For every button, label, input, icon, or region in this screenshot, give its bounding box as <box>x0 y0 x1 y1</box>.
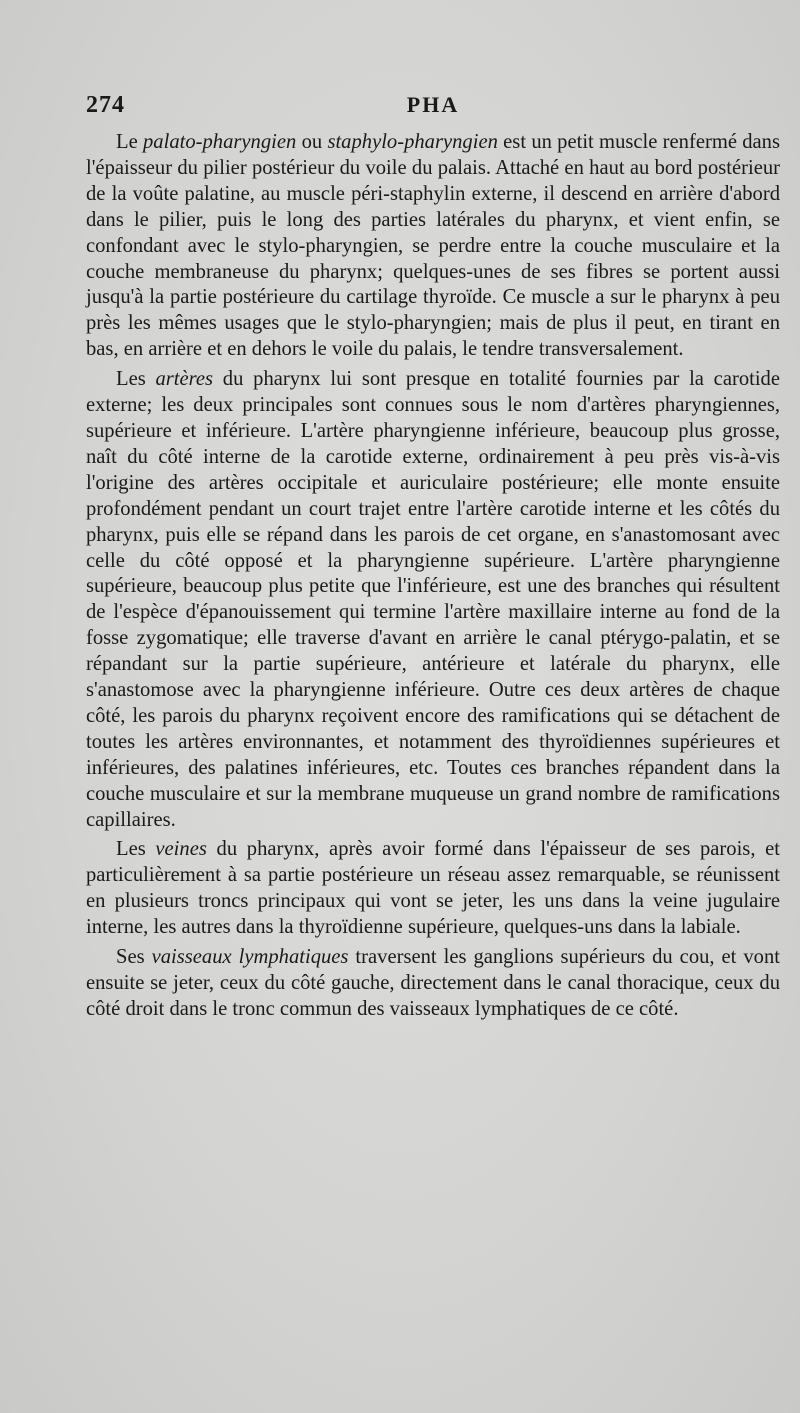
paragraph-veines <box>86 837 780 941</box>
page-number: 274 <box>86 92 125 118</box>
text-segment: Ses <box>116 946 152 969</box>
paragraph-arteres <box>86 367 780 833</box>
paragraph-lymphatiques <box>86 945 780 1023</box>
text-segment: du pharynx, après avoir formé dans l'épaisseur de ses parois, et particulièrement à sa partie postérieure un réseau assez remarquable, se réunissent en plusieurs troncs principaux qui vont se jeter, les uns dans la veine jugulaire interne, les autres dans la thyroïdienne supérieure, quelques-uns dans la labiale. <box>86 838 780 939</box>
body-text <box>86 130 780 1023</box>
italic-term: palato-pharyngien <box>143 131 297 153</box>
text-segment: est un petit muscle renfermé dans l'épaisseur du pilier postérieur du voile du palais. Attaché en haut au bord postérieur de la voûte palatine, au muscle péri-staphylin externe, il descend en arrière d'abord dans le pilier, puis le long des parties latérales du pharynx, et vient enfin, se confondant avec le stylo-pharyngien, se perdre entre la couche musculaire et la couche membraneuse du pharynx; quelques-unes de ses fibres se portent aussi jusqu'à la partie postérieure du cartilage thyroïde. Ce muscle a sur le pharynx à peu près les mêmes usages que le stylo-pharyngien; mais de plus il peut, en tirant en bas, en arrière et en dehors le voile du palais, le tendre transversalement. <box>86 131 780 361</box>
text-segment: du pharynx lui sont presque en totalité fournies par la carotide externe; les deux principales sont connues sous le nom d'artères pharyngiennes, supérieure et inférieure. L'artère pharyngienne inférieure, beaucoup plus grosse, naît du côté interne de la carotide externe, ordinairement à peu près vis-à-vis l'origine des artères occipitale et auriculaire postérieure; elle monte ensuite profondément pendant un court trajet entre l'artère carotide interne et les côtés du pharynx, puis elle se répand dans les parois de cet organe, en s'anastomosant avec celle du côté opposé et la pharyngienne supérieure. L'artère pharyngienne supérieure, beaucoup plus petite que l'inférieure, est une des branches qui résultent de l'espèce d'épanouissement qui termine l'artère maxillaire interne au fond de la fosse zygomatique; elle traverse d'avant en arrière le canal ptérygo-palatin, et se répandant sur la partie supérieure, antérieure et latérale du pharynx, elle s'anastomose avec la pharyngienne inférieure. Outre ces deux artères de chaque côté, les parois du pharynx reçoivent encore des ramifications qui se détachent de toutes les artères environnantes, et notamment des thyroïdiennes supérieures et inférieures, des palatines inférieures, etc. Toutes ces branches répandent dans la couche musculaire et sur la membrane muqueuse un grand nombre de ramifications capillaires. <box>86 368 780 831</box>
page-header <box>86 92 780 126</box>
text-segment: Le <box>116 131 143 153</box>
text-segment: Les <box>116 838 156 861</box>
paragraph-palato-pharyngien <box>86 130 780 363</box>
italic-term: veines <box>155 838 207 861</box>
text-segment: Les <box>116 368 156 391</box>
text-segment: traversent les ganglions supérieurs du cou, et vont ensuite se jeter, ceux du côté gauche, directement dans le canal thoracique, ceux du côté droit dans le tronc commun des vaisseaux lymphatiques de ce côté. <box>86 946 780 1020</box>
italic-term: vaisseaux lymphatiques <box>151 946 349 969</box>
running-head: PHA <box>406 92 460 117</box>
text-segment: ou <box>296 131 328 153</box>
italic-term: artères <box>155 368 214 391</box>
italic-term: staphylo-pharyngien <box>327 131 498 153</box>
